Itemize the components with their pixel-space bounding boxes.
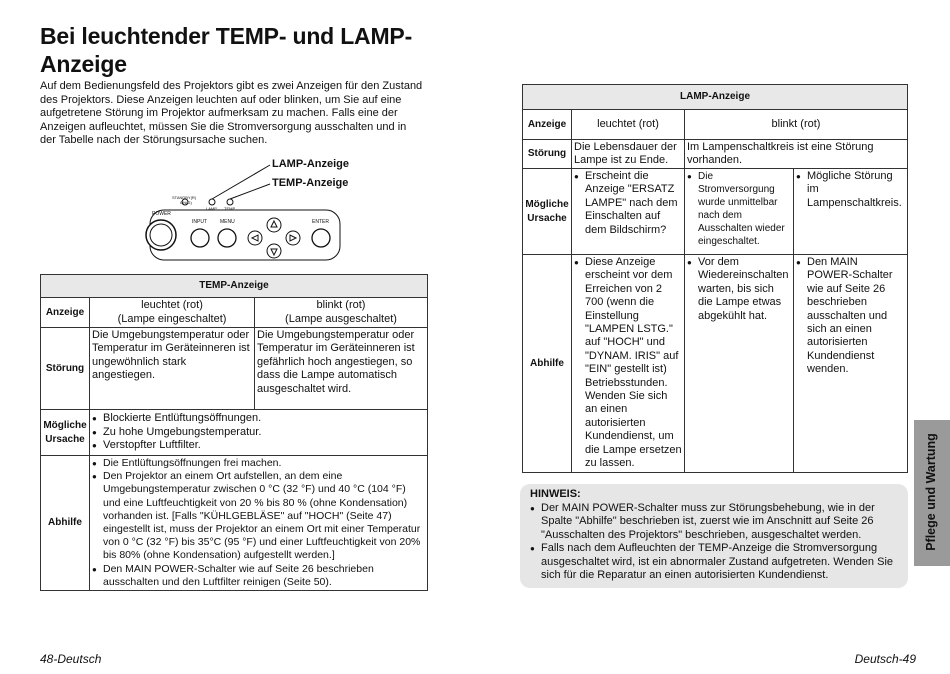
row-header: Abhilfe	[523, 255, 572, 473]
standby-label: STANDBY(R)	[172, 195, 197, 200]
row-header: Störung	[523, 140, 572, 169]
row-header: Anzeige	[523, 110, 572, 140]
note-title: HINWEIS:	[530, 488, 581, 500]
section-side-tab	[914, 420, 950, 566]
page-title: Bei leuchtender TEMP- und LAMP-Anzeige	[40, 23, 413, 77]
table-cell: Die Umgebungstemperatur oder Temperatur im Geräteinneren ist gefährlich hoch angestiegen, so dass die Lampe automatisch ausgeschaltet wird.	[255, 328, 428, 410]
table-cell: leuchtet (rot)	[572, 110, 685, 140]
table-cell	[685, 255, 794, 473]
table-title: LAMP-Anzeige	[523, 85, 908, 110]
row-header: Störung	[41, 328, 90, 410]
note-item: ● Falls nach dem Aufleuchten der TEMP-Anzeige die Stromversorgung ausgeschaltet wird, ist ein abnormaler Zustand aufgetreten. Wenden Sie sich für die Reparatur an einen autorisierten Kundendienst.	[530, 542, 898, 583]
table-cell: leuchtet (rot) (Lampe eingeschaltet)	[90, 298, 255, 328]
table-cell: Die Umgebungstemperatur oder Temperatur im Geräteinneren ist ungewöhnlich stark angestiegen.	[90, 328, 255, 410]
table-cell	[572, 169, 685, 255]
temp-indicator-table	[40, 274, 428, 591]
list-item: ● Den MAIN POWER-Schalter wie auf Seite 26 beschrieben ausschalten und den Luftfilter reinigen (Seite 50).	[92, 563, 425, 589]
list-item: ● Zu hohe Umgebungstemperatur.	[92, 426, 425, 439]
table-title: TEMP-Anzeige	[41, 275, 428, 298]
list-item: ● Blockierte Entlüftungsöffnungen.	[92, 412, 425, 425]
input-label: INPUT	[192, 219, 207, 225]
panel-drawing	[140, 155, 440, 265]
temp-led-label: TEMP	[224, 206, 236, 211]
list-item: ● Den MAIN POWER-Schalter wie auf Seite 26 beschrieben ausschalten und sich an einen autorisierten Kundendienst wenden.	[796, 256, 905, 377]
list-item: ● Die Entlüftungsöffnungen frei machen.	[92, 457, 425, 470]
list-item: ● Den Projektor an einem Ort aufstellen, an dem eine Umgebungstemperatur zwischen 0 °C (32 °F) und 40 °C (104 °F) und eine Luftfeuchtigkeit von 20 % bis 80 % (ohne Kondensation) vorhanden ist. [Falls "KÜHLGEBLÄSE" auf "HOCH" (Seite 47) eingestellt ist, muss der Projektor an einem Ort mit einer Temperatur von 0 °C (32 °F) bis 35°C (95 °F) und einer Luftfeuchtigkeit von 20% bis 80% (ohne Kondensation) aufgestellt werden.]	[92, 470, 425, 562]
note-item: ● Der MAIN POWER-Schalter muss zur Störungsbehebung, wie in der Spalte "Abhilfe" beschrieben ist, zuerst wie im Anschnitt auf Seite 26 "Ausschalten des Projektors" beschrieben, ausgeschaltet werden.	[530, 502, 898, 543]
table-cell	[685, 169, 794, 255]
row-header: Mögliche Ursache	[523, 169, 572, 255]
note-box	[520, 484, 908, 588]
power-label: POWER	[152, 211, 171, 217]
table-cell: blinkt (rot)	[685, 110, 908, 140]
table-cell: Die Lebensdauer der Lampe ist zu Ende.	[572, 140, 685, 169]
list-item: ● Verstopfter Luftfilter.	[92, 439, 425, 452]
list-item: ● Vor dem Wiedereinschalten warten, bis sich die Lampe etwas abgekühlt hat.	[687, 256, 791, 323]
enter-label: ENTER	[312, 219, 329, 225]
table-cell	[90, 456, 428, 591]
menu-label: MENU	[220, 219, 235, 225]
lamp-indicator-table	[522, 84, 908, 473]
control-panel-figure	[140, 155, 440, 265]
lamp-led-label: LAMP	[206, 206, 217, 211]
table-cell: blinkt (rot) (Lampe ausgeschaltet)	[255, 298, 428, 328]
row-header: Anzeige	[41, 298, 90, 328]
row-header: Abhilfe	[41, 456, 90, 591]
intro-paragraph: Auf dem Bedienungsfeld des Projektors gibt es zwei Anzeigen für den Zustand des Projektors. Diese Anzeigen leuchten auf oder blinken, um Sie auf eine aufgetretene Störung im Projektor aufmerksam zu machen. Falls eine der Anzeigen aufleuchtet, müssen Sie die Stromversorgung ausschalten und in der Tabelle nach der Störungsursache suchen.	[40, 80, 423, 147]
table-cell	[90, 410, 428, 456]
list-item: ● Diese Anzeige erscheint vor dem Erreichen von 2 700 (wenn die Einstellung "LAMPEN LSTG." auf "HOCH" und "DYNAM. IRIS" auf "EIN" gestellt ist) Betriebsstunden. Wenden Sie sich an einen autorisierten Kundendienst, um die Lampe ersetzen zu lassen.	[574, 256, 682, 471]
side-tab-label: Pflege und Wartung	[924, 433, 938, 551]
temp-indicator-label: TEMP-Anzeige	[272, 177, 349, 189]
table-cell	[794, 255, 908, 473]
on-label: ON(G)	[180, 200, 192, 205]
lamp-indicator-label: LAMP-Anzeige	[272, 158, 349, 170]
table-cell	[794, 169, 908, 255]
table-cell: Im Lampenschaltkreis ist eine Störung vorhanden.	[685, 140, 908, 169]
list-item: ● Die Stromversorgung wurde unmittelbar nach dem Ausschalten wieder eingeschaltet.	[687, 170, 791, 248]
list-item: ● Mögliche Störung im Lampenschaltkreis.	[796, 170, 905, 210]
footer-right-page-number: Deutsch-49	[854, 652, 916, 666]
footer-left-page-number: 48-Deutsch	[40, 652, 102, 666]
table-cell	[572, 255, 685, 473]
row-header: Mögliche Ursache	[41, 410, 90, 456]
list-item: ● Erscheint die Anzeige "ERSATZ LAMPE" nach dem Einschalten auf dem Bildschirm?	[574, 170, 682, 237]
